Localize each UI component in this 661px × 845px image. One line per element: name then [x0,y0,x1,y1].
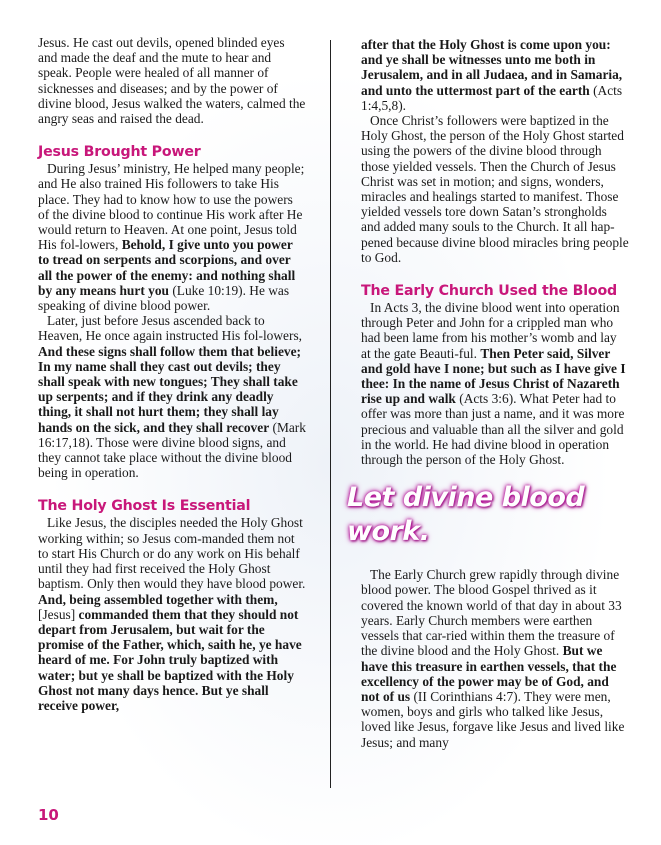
paragraph: after that the Holy Ghost is come upon you: and ye shall be witnesses unto me both in Jerusalem, and in all Judaea, and in Samaria, and unto the uttermost part of the earth (Acts 1:4,5,8). [361,37,623,113]
paragraph: In Acts 3, the divine blood went into operation through Peter and John for a crippled man who had been lame from his mother’s womb and lay at the gate Beauti-ful. Then Peter said, Silver and gold have I none; but such as I have give I thee: In the name of Jesus Christ of Nazareth rise up and walk (Acts 3:6). What Peter had to offer was more than just a name, and it was more precious and valuable than all the silver and gold in the world. He had divine blood in operation through the person of the Holy Ghost. [361,300,626,468]
right-column [347,37,629,750]
paragraph: Later, just before Jesus ascended back to Heaven, He once again instructed His fol-lowers, And these signs shall follow them that believe; In my name shall they cast out devils; they shall speak with new tongues; They shall take up serpents; and if they drink any deadly thing, it shall not hurt them; they shall lay hands on the sick, and they shall recover (Mark 16:17,18). Those were divine blood signs, and they cannot take place without the divine blood being in operation. [38,313,306,481]
paragraph: Jesus. He cast out devils, opened blinded eyes and made the deaf and the mute to hear and speak. People were healed of all manner of sicknesses and diseases; and by the power of divine blood, Jesus walked the waters, calmed the angry seas and raised the dead. [38,35,306,127]
left-column [38,35,306,713]
paragraph: During Jesus’ ministry, He helped many people; and He also trained His followers to take His place. They had to know how to use the powers of the divine blood to continue His work after He would return to Heaven. At one point, Jesus told His fol-lowers, Behold, I give unto you power to tread on serpents and scorpions, and over all the power of the enemy: and nothing shall by any means hurt you (Luke 10:19). He was speaking of divine blood power. [38,161,305,314]
pull-quote: Let divine blood work. [347,482,585,548]
section-heading-holy-ghost-essential: The Holy Ghost Is Essential [38,498,251,515]
paragraph: Once Christ’s followers were baptized in the Holy Ghost, the person of the Holy Ghost started using the powers of the divine blood through those yielded vessels. Then the Church of Jesus Christ was set in motion; and signs, wonders, miracles and healings started to manifest. Those yielded vessels tore down Satan’s strongholds and added many souls to the Church. It all hap-pened because divine blood miracles bring people to God. [361,113,629,265]
paragraph: The Early Church grew rapidly through divine blood power. The blood Gospel thrived as it covered the known world of that day in about 33 years. Early Church members were earthen vessels that car-ried within them the treasure of the divine blood and the Holy Ghost. But we have this treasure in earthen vessels, that the excellency of the power may be of God, and not of us (II Corinthians 4:7). They were men, women, boys and girls who talked like Jesus, loved like Jesus, forgave like Jesus and lived like Jesus; and many [361,567,625,750]
page-number: 10 [38,806,59,824]
column-divider [330,40,331,788]
section-heading-early-church: The Early Church Used the Blood [361,283,617,300]
section-heading-jesus-brought-power: Jesus Brought Power [38,144,201,161]
paragraph: Like Jesus, the disciples needed the Holy Ghost working within; so Jesus com-manded them not to start His Church or do any work on His behalf until they had first received the Holy Ghost baptism. Only then would they have blood power. And, being assembled together with them, [Jesus] commanded them that they should not depart from Jerusalem, but wait for the promise of the Father, which, saith he, ye have heard of me. For John truly baptized with water; but ye shall be baptized with the Holy Ghost not many days hence. But ye shall receive power, [38,515,306,713]
